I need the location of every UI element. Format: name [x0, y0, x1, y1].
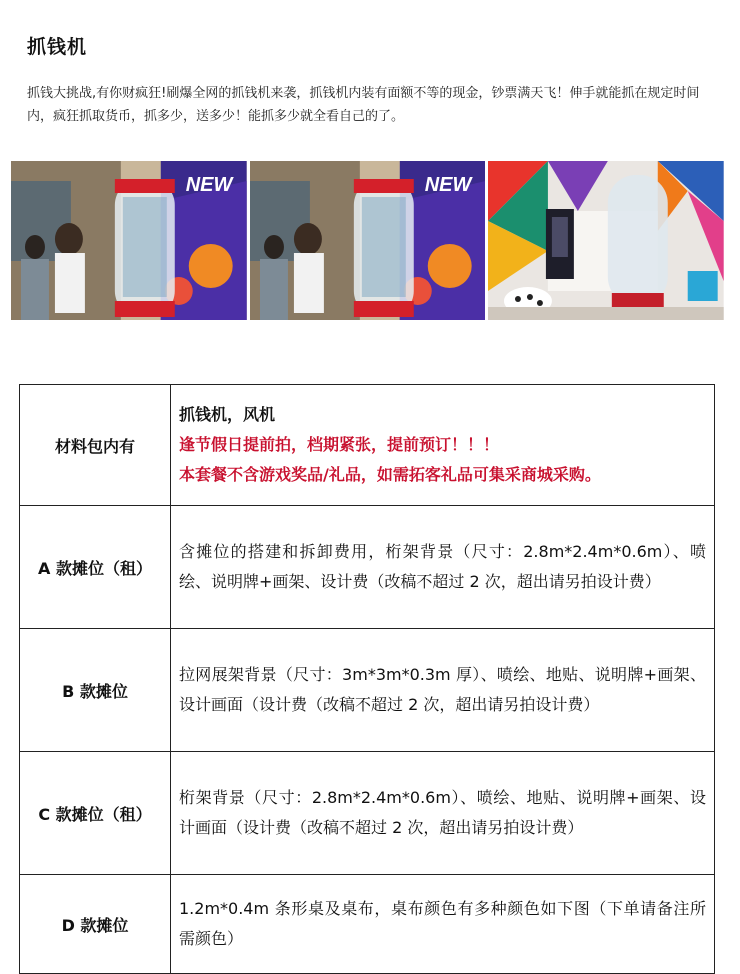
- row-content-booth-d: 1.2m*0.4m 条形桌及桌布，桌布颜色有多种颜色如下图（下单请备注所需颜色）: [171, 875, 715, 974]
- photo-claw-machine-2-image: [250, 161, 486, 320]
- photo-claw-machine-1-image: [11, 161, 247, 320]
- row-label-booth-b: B 款摊位: [20, 629, 171, 752]
- page-title: 抓钱机: [27, 36, 88, 58]
- row-content-booth-c: 桁架背景（尺寸：2.8m*2.4m*0.6m）、喷绘、地贴、说明牌+画架、设计画面（设计费（改稿不超过 2 次，超出请另拍设计费）: [171, 752, 715, 875]
- package-table: [19, 384, 715, 974]
- table-row: [20, 385, 715, 506]
- table-row: [20, 629, 715, 752]
- intro-paragraph: 抓钱大挑战,有你财疯狂!刷爆全网的抓钱机来袭，抓钱机内装有面额不等的现金，钞票满天飞！伸手就能抓在规定时间内，疯狂抓取货币，抓多少，送多少！能抓多少就全看自己的了。: [27, 86, 700, 124]
- photo-gallery: [11, 161, 724, 320]
- row-content-materials: [171, 385, 715, 506]
- row-label-materials: 材料包内有: [20, 385, 171, 506]
- table-row: [20, 875, 715, 974]
- photo-1-logo-text: NEW: [185, 173, 233, 197]
- row-label-booth-c: C 款摊位（租）: [20, 752, 171, 875]
- photo-claw-machine-2: [250, 161, 486, 320]
- photo-claw-machine-3: [488, 161, 724, 320]
- prize-exclusion-notice: 本套餐不含游戏奖品/礼品，如需拓客礼品可集采商城采购。: [179, 465, 601, 484]
- row-label-booth-d: D 款摊位: [20, 875, 171, 974]
- photo-claw-machine-3-image: [488, 161, 724, 320]
- table-row: [20, 506, 715, 629]
- photo-2-logo-text: NEW: [424, 173, 471, 197]
- row-content-booth-a: 含摊位的搭建和拆卸费用，桁架背景（尺寸：2.8m*2.4m*0.6m）、喷绘、说明牌+画架、设计费（改稿不超过 2 次，超出请另拍设计费）: [171, 506, 715, 629]
- materials-list: 抓钱机，风机: [179, 405, 276, 424]
- photo-claw-machine-1: [11, 161, 247, 320]
- holiday-booking-notice: 逢节假日提前拍，档期紧张，提前预订！！！: [179, 435, 500, 454]
- row-label-booth-a: A 款摊位（租）: [20, 506, 171, 629]
- row-content-booth-b: 拉网展架背景（尺寸：3m*3m*0.3m 厚）、喷绘、地贴、说明牌+画架、设计画面（设计费（改稿不超过 2 次，超出请另拍设计费）: [171, 629, 715, 752]
- table-row: [20, 752, 715, 875]
